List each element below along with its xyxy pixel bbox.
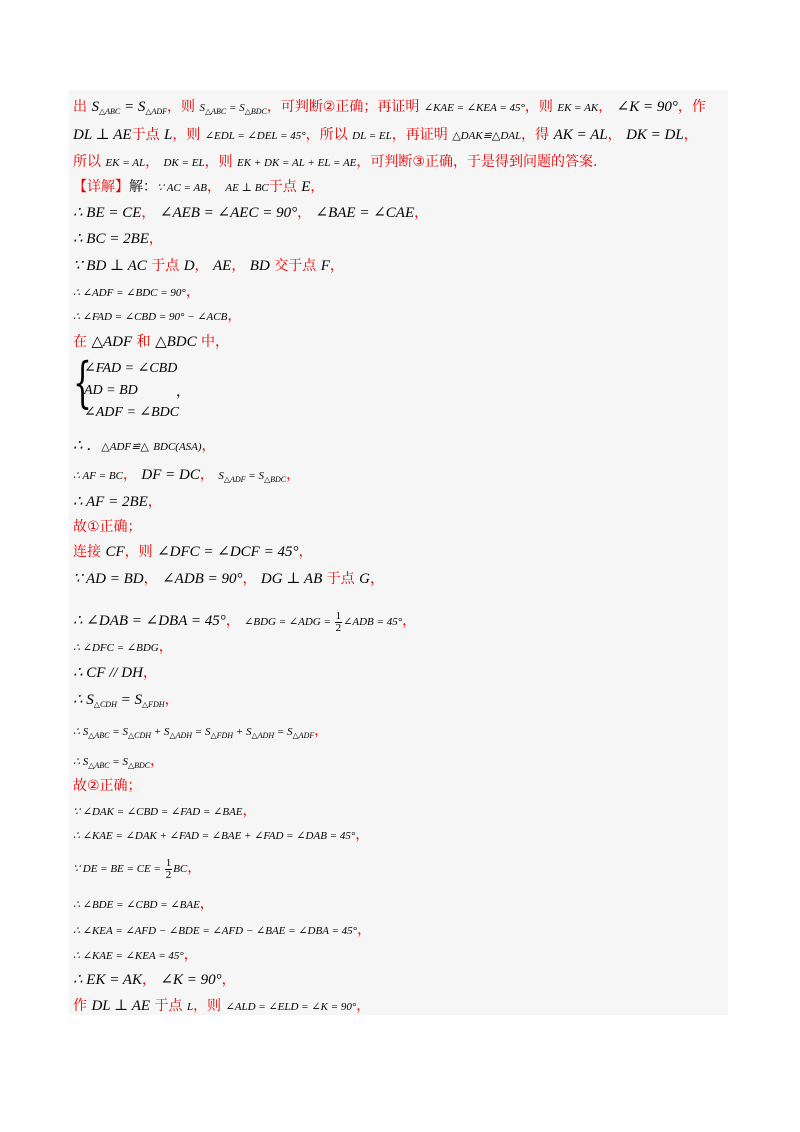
math-expression: CF [105, 544, 125, 560]
line-1 [73, 98, 706, 121]
math-expression: E [301, 179, 311, 195]
math-expression: ∠EDL = ∠DEL = 45° [204, 130, 306, 142]
text-segment: ，则 [524, 99, 558, 115]
text-segment: ， [242, 803, 257, 819]
math-expression: ∴ $S_{\triangle ABC} = S_{\triangle CDH} + S_{\triangle ADH} = S_{\triangle FDH} + S_{\triangle ADH} = S_{\triangle ADF}$ [73, 726, 315, 740]
math-expression: ∵ ∠DAK = ∠CBD = ∠FAD = ∠BAE [73, 806, 243, 818]
math-expression: ∴ ∠BDE = ∠CBD = ∠BAE [73, 899, 200, 911]
math-expression: ∴ ∠ADF = ∠BDC = 90° [73, 287, 186, 299]
text-segment: ， [199, 467, 219, 483]
math-expression: $S_{\triangle ABC} = S_{\triangle ADF}$ [91, 99, 168, 116]
math-expression: ∠KAE = ∠KEA = 45° [423, 102, 525, 114]
math-expression: L [164, 127, 173, 143]
line-28 [73, 921, 371, 940]
text-segment: ， [199, 896, 214, 912]
line-16 [73, 570, 384, 588]
math-expression: ∴ ∠DFC = ∠BDG [73, 642, 159, 654]
text-segment: ， [142, 665, 157, 681]
text-segment: 于点 [268, 179, 302, 195]
math-expression: DK = DL [626, 127, 684, 143]
math-expression: ∴ AF = 2BE [73, 494, 148, 510]
text-segment: ， [357, 922, 372, 938]
math-expression: ∠BAE = ∠CAE [315, 205, 415, 221]
math-expression: AE ⊥ BC [225, 182, 269, 194]
math-expression: $S_{\triangle ABC} = S_{\triangle BDC}$ [199, 102, 267, 116]
math-expression: ∠K = 90° [616, 99, 678, 115]
text-segment: ， [225, 613, 240, 630]
math-expression: EK = AK [557, 102, 599, 114]
text-segment: 解： [129, 179, 157, 195]
text-segment: 故②正确； [73, 778, 142, 794]
text-segment: ， [297, 205, 316, 221]
math-expression: DL ⊥ AE [73, 127, 132, 143]
line-15 [73, 543, 312, 561]
line-7 [73, 257, 344, 275]
text-segment: ， [402, 613, 417, 630]
math-expression: BD [249, 258, 270, 274]
math-expression: DK = EL [163, 157, 205, 169]
text-segment: ， [185, 284, 200, 300]
text-segment: 故①正确； [73, 519, 142, 535]
line-31 [73, 997, 370, 1016]
text-segment: ， [355, 827, 370, 843]
math-expression: ∴ BE = CE [73, 205, 142, 221]
math-expression: ∴ CF // DH [73, 665, 143, 681]
line-9 [73, 307, 241, 326]
math-expression: ∴ $S_{\triangle ABC} = S_{\triangle BDC}$ [73, 756, 151, 770]
text-segment: ，所以 [305, 127, 353, 143]
text-segment: ， [150, 753, 165, 769]
text-segment: 和 [132, 334, 156, 350]
line-13 [73, 493, 162, 511]
line-30 [73, 971, 236, 989]
system-row-2: AD = BD [84, 383, 138, 398]
text-segment: ， [147, 494, 162, 510]
line-29 [73, 946, 198, 965]
math-expression: ∴ ∠KEA = ∠AFD − ∠BDE = ∠AFD − ∠BAE = ∠DBA = 45° [73, 925, 358, 937]
text-segment: ， [607, 127, 627, 143]
text-segment: ， [148, 231, 163, 247]
math-expression: EK + DK = AL + EL = AE [237, 157, 357, 169]
text-segment: ， [231, 258, 250, 274]
text-segment: 于点 [131, 127, 165, 143]
line-18 [73, 638, 173, 657]
text-segment: ， [314, 723, 329, 739]
math-expression: AE [213, 258, 232, 274]
math-expression: D [183, 258, 195, 274]
text-segment: 中， [196, 334, 230, 350]
line-19 [73, 664, 157, 682]
text-segment: ，则 [124, 544, 158, 560]
math-expression: △ADF [91, 334, 133, 350]
math-expression: △ADF≌△ [101, 441, 149, 453]
text-segment: ， [286, 467, 301, 483]
line-8 [73, 283, 200, 302]
math-expression: EK = AL [105, 157, 146, 169]
math-expression: ∴ ∠FAD = ∠CBD = 90° − ∠ACB [73, 311, 228, 323]
text-segment: 所以 [73, 154, 106, 170]
text-segment: ，可判断②正确；再证明 [266, 99, 424, 115]
system-row-1: ∠FAD = ∠CBD [84, 361, 178, 376]
text-segment: ， [329, 258, 344, 274]
text-segment: 在 [73, 334, 92, 350]
math-expression: $S_{\triangle ADF} = S_{\triangle BDC}$ [218, 470, 287, 484]
math-expression: ∵ AC = AB [157, 182, 207, 194]
math-expression: DL = EL [352, 130, 392, 142]
math-expression: ∠AEB = ∠AEC = 90° [159, 205, 298, 221]
math-expression: ∠K = 90° [160, 972, 222, 988]
math-expression: ∵ BD ⊥ AC [73, 258, 147, 274]
math-expression: ∵ AD = BD [73, 571, 144, 587]
line-5 [73, 204, 428, 222]
math-expression: ∠BDG = ∠ADG = $\frac{1}{2}$ ∠ADB = 45° [244, 610, 403, 634]
text-segment: ，则 [172, 127, 205, 143]
line-14 [73, 518, 142, 536]
math-expression: ∴ AF = BC [73, 470, 123, 482]
text-segment: ， [194, 258, 213, 274]
text-segment: ， [183, 947, 198, 963]
line-21 [73, 722, 328, 745]
text-segment: 于点 [150, 998, 187, 1014]
math-expression: L [186, 1001, 194, 1013]
text-segment: 交于点 [269, 258, 321, 274]
text-segment: ， [221, 972, 236, 988]
text-segment: ，则 [193, 998, 226, 1014]
text-segment: ， [141, 972, 161, 988]
text-segment: ， [242, 571, 261, 587]
text-segment: ， [145, 154, 164, 170]
text-segment: ， [164, 692, 179, 708]
line-27 [73, 895, 214, 914]
line-11 [73, 437, 216, 456]
line-4 [73, 178, 324, 197]
math-expression: ∴ ∠DAB = ∠DBA = 45° [73, 613, 226, 630]
text-segment: ， [369, 571, 384, 587]
line-10 [73, 333, 229, 351]
text-segment: ， [122, 467, 142, 483]
text-segment: ， [356, 998, 371, 1014]
line-26 [73, 858, 201, 881]
math-expression: DG ⊥ AB [260, 571, 323, 587]
text-segment: ， [598, 99, 617, 115]
math-expression: ∴ ． [73, 438, 102, 454]
math-expression: G [359, 571, 370, 587]
text-segment: ，再证明 [391, 127, 453, 143]
line-20 [73, 691, 179, 714]
system-row-3: ∠ADF = ∠BDC [84, 405, 180, 420]
text-segment: ，可判断③正确，于是得到问题的答案. [356, 154, 598, 170]
text-segment: ，则 [204, 154, 238, 170]
line-12 [73, 466, 300, 489]
text-segment: 【详解】 [73, 179, 129, 195]
text-segment: 于点 [146, 258, 184, 274]
text-segment: ， [683, 127, 698, 143]
text-segment: ， [201, 438, 216, 454]
system-brace: { [73, 351, 92, 414]
text-segment: ， [414, 205, 429, 221]
math-expression: ∴ BC = 2BE [73, 231, 149, 247]
line-23 [73, 777, 142, 795]
math-expression: BDC(ASA) [153, 441, 202, 453]
text-segment: ， [158, 639, 173, 655]
math-expression: ∠DFC = ∠DCF = 45° [157, 544, 299, 560]
math-expression: F [320, 258, 330, 274]
line-17 [73, 611, 416, 634]
line-2 [73, 126, 698, 145]
text-segment: 作 [73, 998, 92, 1014]
text-segment: ， [298, 544, 313, 560]
text-segment: ， [141, 205, 160, 221]
text-segment: 于点 [322, 571, 360, 587]
line-3 [73, 153, 597, 172]
math-expression: △DAK≌△DAL [452, 130, 522, 142]
text-segment: ， [143, 571, 163, 587]
math-expression: ∠ADB = 90° [162, 571, 243, 587]
math-expression: ∠ALD = ∠ELD = ∠K = 90° [225, 1001, 357, 1013]
math-expression: AK = AL [553, 127, 608, 143]
math-expression: DL ⊥ AE [91, 998, 151, 1014]
text-segment: ， [227, 308, 242, 324]
line-6 [73, 230, 163, 248]
math-expression: ∵ DE = BE = CE = $\frac{1}{2}$ BC [73, 857, 188, 881]
text-segment: ， [187, 860, 202, 877]
math-expression: △BDC [155, 334, 197, 350]
math-expression: ∴ ∠KAE = ∠KEA = 45° [73, 950, 184, 962]
text-segment: ，则 [167, 99, 200, 115]
text-segment: ， [206, 179, 226, 195]
math-expression: DF = DC [141, 467, 200, 483]
text-segment: 出 [73, 99, 92, 115]
math-expression: ∴ EK = AK [73, 972, 142, 988]
line-24 [73, 802, 257, 821]
text-segment: ，作 [677, 99, 706, 115]
text-segment: 连接 [73, 544, 106, 560]
line-22 [73, 752, 164, 775]
line-25 [73, 826, 369, 845]
math-expression: ∴ $S_{\triangle CDH} = S_{\triangle FDH}$ [73, 692, 165, 709]
math-expression: ∴ ∠KAE = ∠DAK + ∠FAD = ∠BAE + ∠FAD = ∠DAB = 45° [73, 830, 356, 842]
system-trail: ， [176, 385, 190, 400]
text-segment: ， [310, 179, 325, 195]
equation-system [84, 358, 179, 424]
text-segment: ，得 [521, 127, 554, 143]
